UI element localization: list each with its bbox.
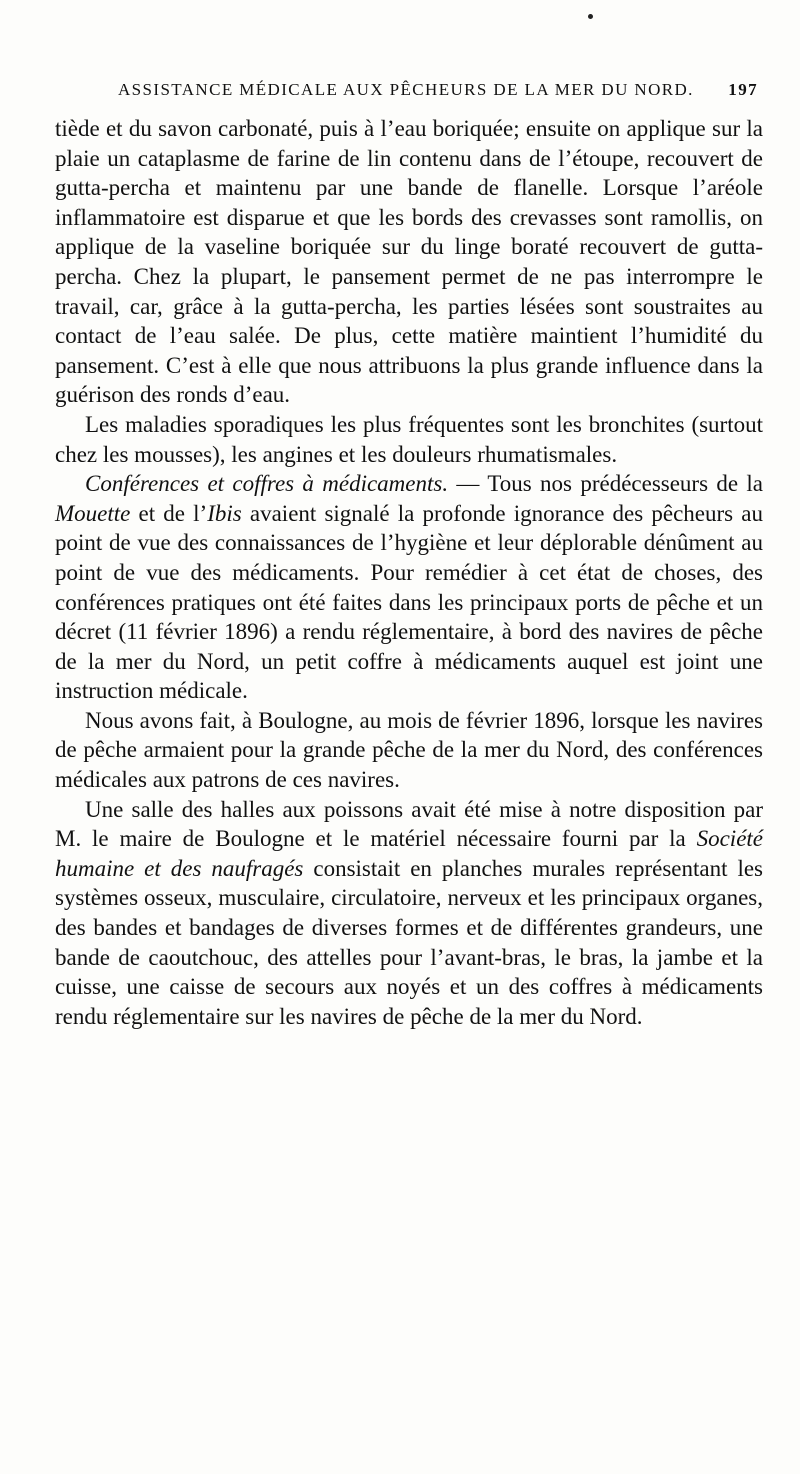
paragraph-4-text: Nous avons fait, à Boulogne, au mois de février 1896, lorsque les navires de pêche armaient pour la grande pêche de la mer du Nord, des conférences médicales aux patrons de ces navires. (55, 707, 763, 793)
paragraph-5 (55, 795, 763, 1032)
page-number: 197 (728, 80, 758, 99)
paragraph-1 (55, 114, 763, 410)
society-name: Société humaine et des naufragés (55, 826, 763, 881)
ship-name-ibis: Ibis (207, 500, 242, 526)
page-header (88, 80, 764, 110)
paragraph-5-text-a: Une salle des halles aux poissons avait été mise à notre disposition par M. le maire de Boulogne et le matériel nécessaire fourni par la (55, 796, 763, 852)
ship-name-mouette: Mouette (55, 500, 131, 526)
paragraph-3-text-b: et de l’ (130, 500, 208, 526)
paragraph-4 (55, 706, 763, 795)
body-text (55, 114, 763, 1031)
ink-speck (588, 14, 593, 19)
paragraph-1-text: tiède et du savon carbonaté, puis à l’eau boriquée; ensuite on applique sur la plaie un cataplasme de farine de lin contenu dans de l’étoupe, recouvert de gutta-percha et maintenu par une bande de flanelle. Lorsque l’aréole inflammatoire est disparue et que les bords des crevasses sont ramollis, on applique de la vaseline boriquée sur du linge boraté recouvert de gutta-percha. Chez la plupart, le pansement permet de ne pas interrompre le travail, car, grâce à la gutta-percha, les parties lésées sont soustraites au contact de l’eau salée. De plus, cette matière maintient l’humidité du pansement. C’est à elle que nous attribuons la plus grande influence dans la guérison des ronds d’eau. (55, 116, 763, 408)
paragraph-2 (55, 410, 763, 469)
section-heading: Conférences et coffres à médicaments. (85, 471, 449, 497)
paragraph-3 (55, 469, 763, 706)
paragraph-3-text-a: — Tous nos prédécesseurs de la (448, 471, 763, 497)
running-title: ASSISTANCE MÉDICALE AUX PÊCHEURS DE LA MER DU NORD. (118, 80, 694, 99)
paragraph-2-text: Les maladies sporadiques les plus fréquentes sont les bronchites (surtout chez les mousses), les angines et les douleurs rhumatismales. (55, 411, 763, 467)
paragraph-3-text-c: avaient signalé la profonde ignorance des pêcheurs au point de vue des connaissances de l’hygiène et leur déplorable dénûment au point de vue des médicaments. Pour remédier à cet état de choses, des conférences pratiques ont été faites dans les principaux ports de pêche et un décret (11 février 1896) a rendu réglementaire, à bord des navires de pêche de la mer du Nord, un petit coffre à médicaments auquel est joint une instruction médicale. (55, 500, 763, 704)
paragraph-5-text-b: consistait en planches murales représentant les systèmes osseux, musculaire, circulatoire, nerveux et les principaux organes, des bandes et bandages de diverses formes et de différentes grandeurs, une bande de caoutchouc, des attelles pour l’avant-bras, le bras, la jambe et la cuisse, une caisse de secours aux noyés et un des coffres à médicaments rendu réglementaire sur les navires de pêche de la mer du Nord. (55, 855, 764, 1029)
